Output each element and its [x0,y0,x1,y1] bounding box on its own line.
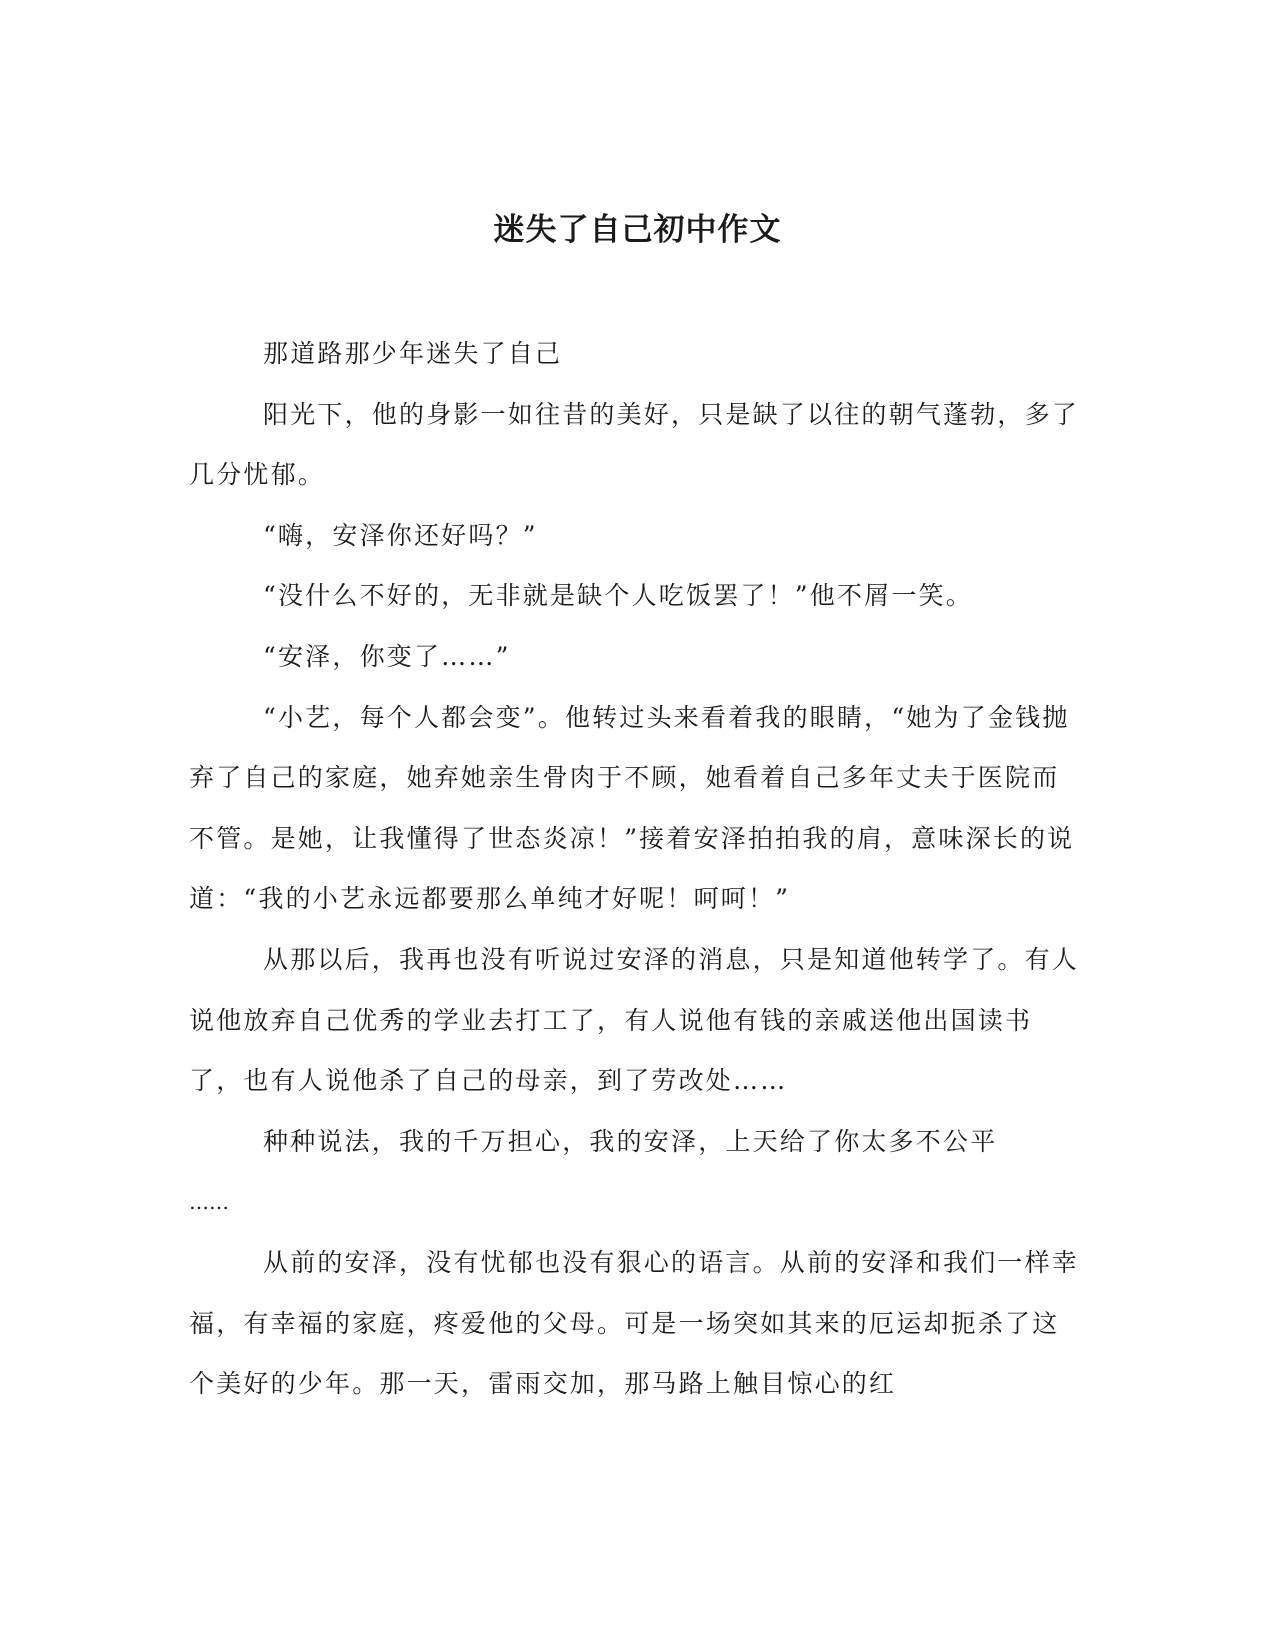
paragraph: 那道路那少年迷失了自己 [263,339,563,368]
paragraph: 种种说法，我的千万担心，我的安泽，上天给了你太多不公平 [263,1126,998,1156]
paragraph-ellipsis: …… [189,1190,229,1215]
paragraph: 从那以后，我再也没有听说过安泽的消息，只是知道他转学了。有人说他放弃自己优秀的学业去打工了，有人说他有钱的亲戚送他出国读书了，也有人说他杀了自己的母亲，到了劳改处…… [189,944,1080,1096]
document-body [189,324,1079,1415]
paragraph: 从前的安泽，没有忧郁也没有狠心的语言。从前的安泽和我们一样幸福，有幸福的家庭，疼爱他的父母。可是一场突如其来的厄运却扼杀了这个美好的少年。那一天，雷雨交加，那马路上触目惊心的红 [189,1247,1080,1399]
paragraph: “小艺，每个人都会变”。他转过头来看着我的眼睛，“她为了金钱抛弃了自己的家庭，她弃她亲生骨肉于不顾，她看着自己多年丈夫于医院而不管。是她，让我懂得了世态炎凉！”接着安泽拍拍我的肩，意味深长的说道：“我的小艺永远都要那么单纯才好呢！呵呵！” [189,702,1075,914]
document-title: 迷失了自己初中作文 [493,212,782,248]
paragraph: “嗨，安泽你还好吗？” [263,520,538,550]
paragraph: 阳光下，他的身影一如往昔的美好，只是缺了以往的朝气蓬勃，多了几分忧郁。 [189,399,1080,490]
paragraph: “没什么不好的，无非就是缺个人吃饭罢了！”他不屑一笑。 [263,581,973,611]
paragraph: “安泽，你变了……” [263,641,511,671]
